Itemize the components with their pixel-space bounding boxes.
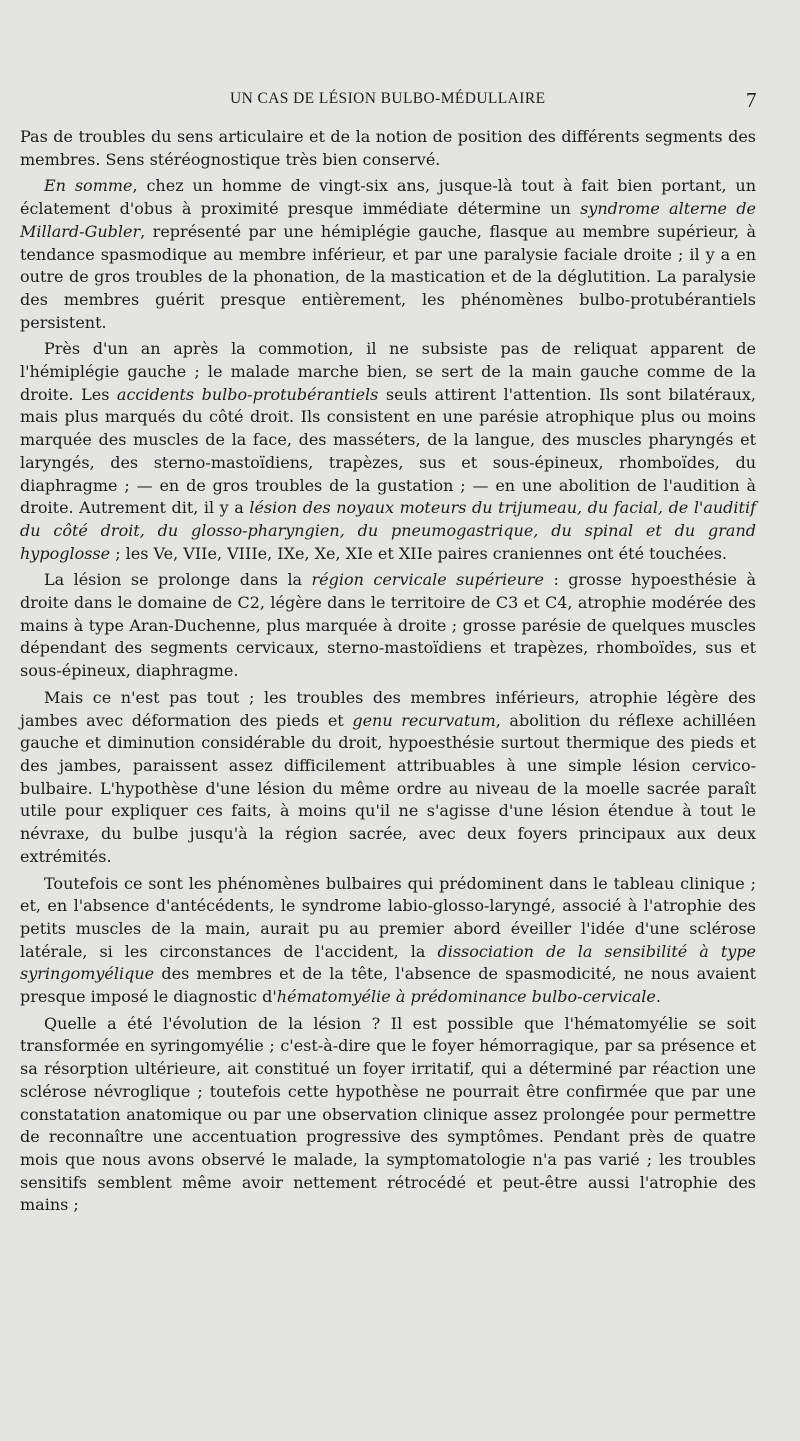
text-run: La lésion se prolonge dans la	[44, 570, 312, 590]
text-run: Près d'un an après la commotion, il ne subsiste pas de reliquat apparent de l'hémiplégie gauche ; le malade marche bien, se sert de la main gauche comme de la droite. Les	[20, 339, 756, 404]
text-run: , chez un homme de vingt-six ans, jusque-là tout à fait bien portant, un éclatement d'obus à proximité presque immédiate détermine un	[20, 176, 757, 219]
italic-run: lésion des noyaux moteurs du trijumeau, du facial, de l'auditif du côté droit, du glosso-pharyngien, du pneumogastrique, du spinal et du grand hypoglosse	[20, 498, 757, 563]
italic-run: hématomyélie à prédominance bulbo-cervicale	[276, 987, 656, 1007]
text-run: Pas de troubles du sens articulaire et de la notion de position des différents segments des membres. Sens stéréognostique très bien conservé.	[20, 127, 756, 169]
body-text	[20, 126, 756, 1217]
italic-run: dissociation de la sensibilité à type syringomyélique	[20, 941, 756, 984]
text-run: seuls attirent l'attention. Ils sont bilatéraux, mais plus marqués du côté droit. Ils consistent en une parésie atrophique plus ou moins marquée des muscles de la face, des masséters, de la langue, des muscles pharyngés et laryngés, des sterno-mastoïdiens, trapèzes, sus et sous-épineux, rhomboïdes, du diaphragme ; — en de gros troubles de la gustation ; — en une abolition de l'audition à droite. Autrement dit, il y a	[20, 384, 756, 518]
paragraph	[20, 338, 756, 565]
italic-run: région cervicale supérieure	[311, 570, 545, 590]
text-run: Mais ce n'est pas tout ; les troubles des membres inférieurs, atrophie légère des jambes avec déformation des pieds et	[20, 687, 756, 730]
paragraph	[20, 1013, 756, 1217]
italic-run: accidents bulbo-protubérantiels	[116, 384, 379, 404]
running-head	[0, 88, 800, 112]
text-run: : grosse hypoesthésie à droite dans le domaine de C2, légère dans le territoire de C3 et C4, atrophie modérée des mains à type Aran-Duchenne, plus marquée à droite ; grosse parésie de quelques muscles dépendant des segments cervicaux, sterno-mastoïdiens et trapèzes, rhomboïdes, sus et sous-épineux, diaphragme.	[20, 570, 756, 681]
running-title: UN CAS DE LÉSION BULBO-MÉDULLAIRE	[230, 90, 546, 107]
paragraph	[20, 873, 756, 1009]
italic-run: genu recurvatum	[352, 710, 496, 730]
paragraph	[20, 126, 756, 171]
italic-run: En somme	[44, 176, 133, 196]
paragraph	[20, 569, 756, 683]
text-run: Quelle a été l'évolution de la lésion ? Il est possible que l'hématomyélie se soit transformée en syringomyélie ; c'est-à-dire que le foyer hémorragique, par sa présence et sa résorption ultérieure, ait constitué un foyer irritatif, qui a déterminé par réaction une sclérose névroglique ; toutefois cette hypothèse ne pourrait être confirmée que par une constatation anatomique ou par une observation clinique assez prolongée pour permettre de reconnaître une accentuation progressive des symptômes. Pendant près de quatre mois que nous avons observé le malade, la symptomatologie n'a pas varié ; les troubles sensitifs semblent même avoir nettement rétrocédé et peut-être aussi l'atrophie des mains ;	[20, 1013, 756, 1215]
text-run: .	[655, 987, 661, 1007]
text-run: , abolition du réflexe achilléen gauche et diminution considérable du droit, hypoesthésie surtout thermique des pieds et des jambes, paraissent assez difficilement attribuables à une simple lésion cervico-bulbaire. L'hypothèse d'une lésion du même ordre au niveau de la moelle sacrée paraît utile pour expliquer ces faits, à moins qu'il ne s'agisse d'une lésion étendue à tout le névraxe, du bulbe jusqu'à la région sacrée, avec deux foyers principaux aux deux extrémités.	[20, 710, 757, 866]
text-run: , représenté par une hémiplégie gauche, flasque au membre supérieur, à tendance spasmodique au membre inférieur, et par une paralysie faciale droite ; il y a en outre de gros troubles de la phonation, de la mastication et de la déglutition. La paralysie des membres guérit presque entièrement, les phénomènes bulbo-protubérantiels persistent.	[20, 221, 756, 332]
text-run: Toutefois ce sont les phénomènes bulbaires qui prédominent dans le tableau clinique ; et, en l'absence d'antécédents, le syndrome labio-glosso-laryngé, associé à l'atrophie des petits muscles de la main, aurait pu au premier abord éveiller l'idée d'une sclérose latérale, si les circonstances de l'accident, la	[20, 873, 756, 961]
paragraph	[20, 175, 756, 334]
text-run: ; les Ve, VIIe, VIIIe, IXe, Xe, XIe et XIIe paires craniennes ont été touchées.	[110, 543, 727, 563]
page-number: 7	[746, 88, 757, 112]
text-run: des membres et de la tête, l'absence de spasmodicité, ne nous avaient presque imposé le diagnostic d'	[20, 964, 756, 1007]
paragraph	[20, 687, 756, 869]
italic-run: syndrome alterne de Millard-Gubler	[20, 199, 756, 241]
